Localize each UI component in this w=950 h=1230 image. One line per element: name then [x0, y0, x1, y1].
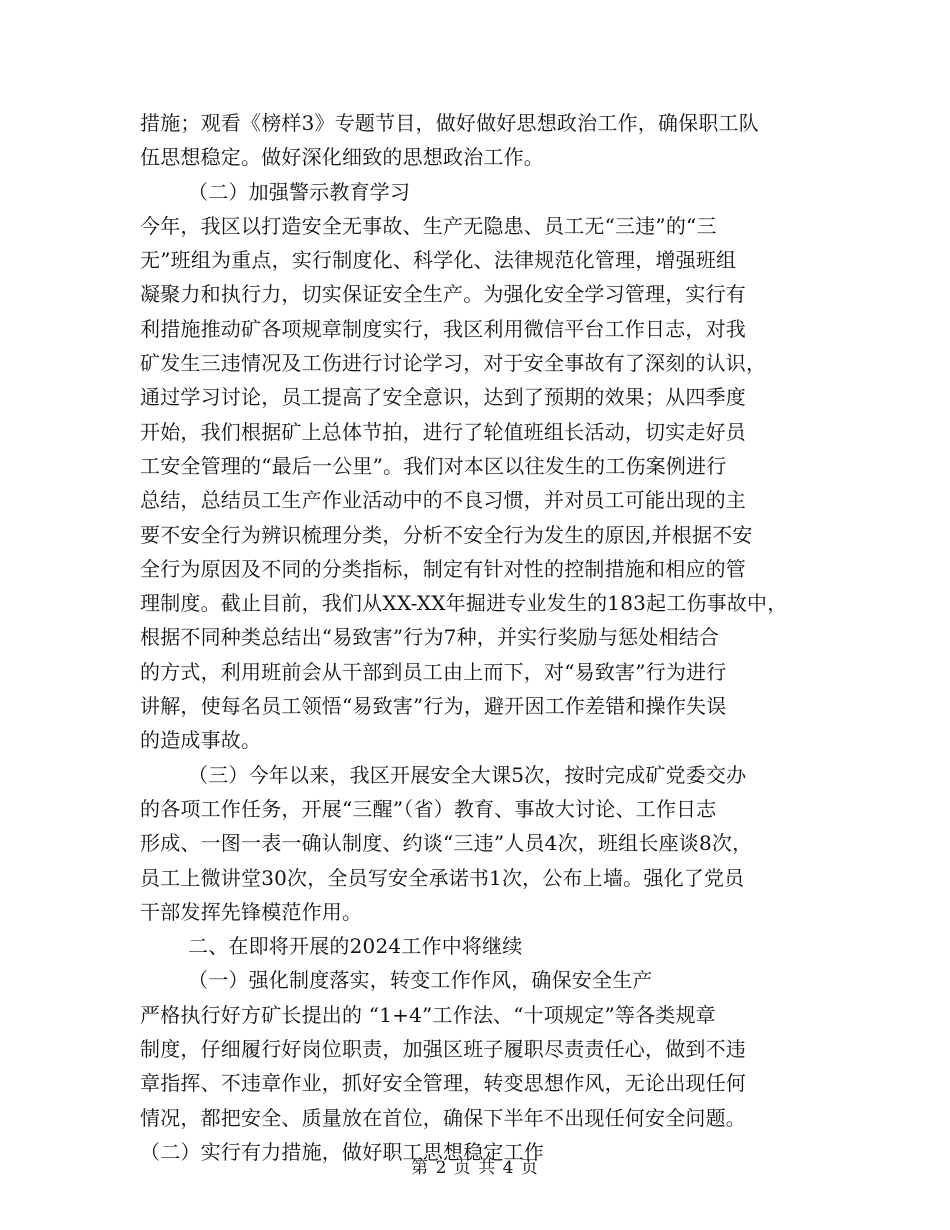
- text-line: 员工上微讲堂30次，全员写安全承诺书1次，公布上墙。强化了党员: [140, 865, 745, 890]
- text-line: 矿发生三违情况及工伤进行讨论学习，对于安全事故有了深刻的认识，: [140, 351, 767, 376]
- text-line: （二）加强警示教育学习: [188, 179, 411, 204]
- document-body: [140, 106, 820, 1169]
- text-line: （一）强化制度落实，转变工作作风，确保安全生产: [188, 968, 653, 993]
- text-line: 措施；观看《榜样3》专题节目，做好做好思想政治工作，确保职工队: [140, 111, 759, 135]
- text-line: 伍思想稳定。做好深化细致的思想政治工作。: [140, 145, 544, 170]
- text-line: 利措施推动矿各项规章制度实行，我区利用微信平台工作日志，对我: [140, 316, 746, 341]
- page-footer: 第 2 页 共 4 页: [411, 1158, 539, 1178]
- text-line: 讲解，使每名员工领悟“易致害”行为，避开因工作差错和操作失误: [140, 694, 727, 719]
- text-line: 根据不同种类总结出“易致害”行为7种，并实行奖励与惩处相结合: [140, 625, 720, 650]
- text-line: 的方式，利用班前会从干部到员工由上而下，对“易致害”行为进行: [140, 659, 727, 684]
- text-line: 全行为原因及不同的分类指标，制定有针对性的控制措施和相应的管: [140, 556, 746, 581]
- text-line: 理制度。截止目前，我们从XX-XX年掘进专业发生的183起工伤事故中，: [140, 591, 788, 616]
- text-line: 今年，我区以打造安全无事故、生产无隐患、员工无“三违”的“三: [140, 213, 717, 238]
- text-line: 干部发挥先锋模范作用。: [140, 899, 363, 924]
- text-line: 的造成事故。: [140, 728, 262, 753]
- text-line: （三）今年以来，我区开展安全大课5次，按时完成矿党委交办: [188, 762, 747, 787]
- text-line: 形成、一图一表一确认制度、约谈“三违”人员4次，班组长座谈8次，: [140, 831, 753, 856]
- text-line: 二、在即将开展的2024工作中将继续: [188, 934, 523, 959]
- text-line: 凝聚力和执行力，切实保证安全生产。为强化安全学习管理，实行有: [140, 282, 746, 307]
- text-line: 章指挥、不违章作业，抓好安全管理，转变思想作风，无论出现任何: [140, 1071, 746, 1096]
- text-line: 总结，总结员工生产作业活动中的不良习惯，并对员工可能出现的主: [140, 488, 746, 513]
- text-line: 要不安全行为辨识梳理分类，分析不安全行为发生的原因,并根据不安: [140, 522, 753, 547]
- text-line: 通过学习讨论，员工提高了安全意识，达到了预期的效果；从四季度: [140, 385, 746, 410]
- text-line: 情况，都把安全、质量放在首位，确保下半年不出现任何安全问题。: [140, 1105, 746, 1130]
- text-line: （二）实行有力措施，做好职工思想稳定工作: [140, 1139, 544, 1164]
- text-line: 严格执行好方矿长提出的 “1+4”工作法、“十项规定”等各类规章: [140, 1002, 716, 1027]
- text-line: 的各项工作任务，开展“三醒”（省）教育、事故大讨论、工作日志: [140, 796, 717, 821]
- text-line: 开始，我们根据矿上总体节拍，进行了轮值班组长活动，切实走好员: [140, 419, 746, 444]
- text-line: 无”班组为重点，实行制度化、科学化、法律规范化管理，增强班组: [140, 248, 737, 273]
- text-line: 制度，仔细履行好岗位职责，加强区班子履职尽责责任心，做到不违: [140, 1037, 746, 1062]
- text-line: 工安全管理的“最后一公里”。我们对本区以往发生的工伤案例进行: [140, 453, 727, 478]
